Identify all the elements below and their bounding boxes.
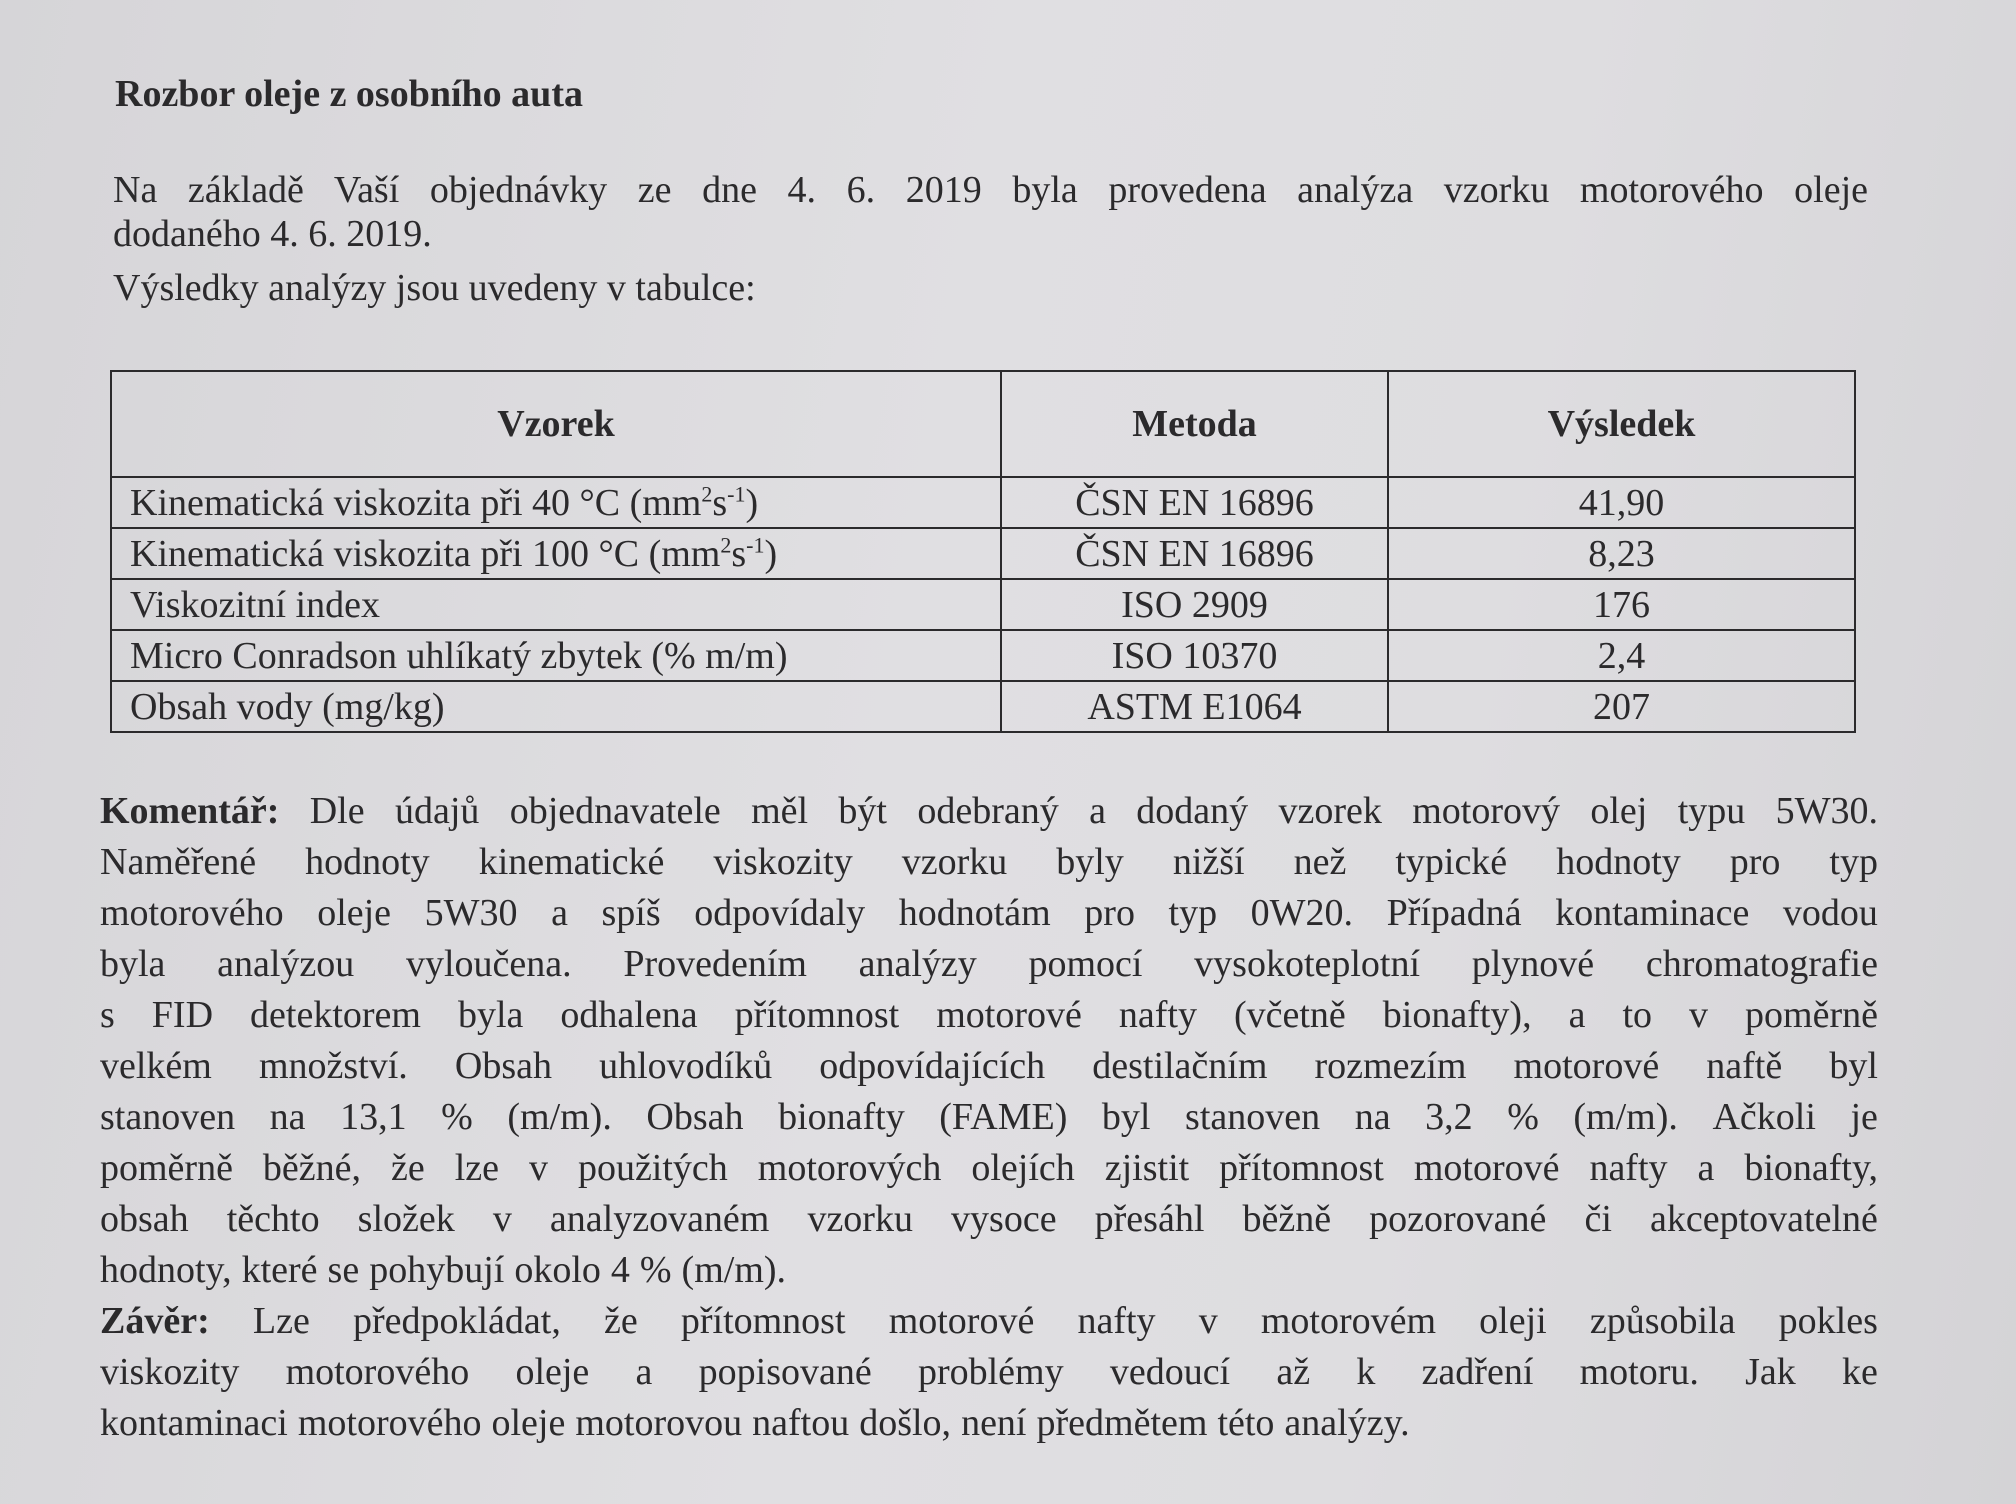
word: vzorku xyxy=(901,841,1008,883)
word: olejích xyxy=(971,1147,1075,1189)
word: 5W30 xyxy=(424,892,518,934)
word: které xyxy=(241,1249,318,1291)
cell-method: ČSN EN 16896 xyxy=(1001,477,1388,528)
word: kontaminace xyxy=(1555,892,1750,934)
conclusion-line xyxy=(100,1398,1878,1449)
word: než xyxy=(1293,841,1347,883)
word: stanoven xyxy=(1185,1096,1321,1138)
table-row xyxy=(111,579,1855,630)
word: Obsah xyxy=(646,1096,744,1138)
word: hodnotám xyxy=(898,892,1051,934)
word: oleje xyxy=(515,1351,590,1393)
cell-result: 207 xyxy=(1388,681,1855,732)
word: odpovídajících xyxy=(819,1045,1046,1087)
word: být xyxy=(838,790,887,832)
word: lze xyxy=(454,1147,499,1189)
conclusion-label: Závěr: xyxy=(100,1300,210,1342)
word: pro xyxy=(1729,841,1781,883)
word: 4 xyxy=(610,1249,630,1291)
comment-line xyxy=(100,1194,1878,1245)
word: se xyxy=(327,1249,360,1291)
table-row xyxy=(111,681,1855,732)
word: 0W20. xyxy=(1250,892,1354,934)
cell-result: 41,90 xyxy=(1388,477,1855,528)
word: poměrně xyxy=(1745,994,1878,1036)
word: v xyxy=(1198,1300,1218,1342)
word: hodnoty xyxy=(1556,841,1681,883)
word: Obsah xyxy=(454,1045,552,1087)
word: měl xyxy=(751,790,809,832)
word: destilačním xyxy=(1092,1045,1268,1087)
intro-line: Na základě Vaší objednávky ze dne 4. 6. 2019 byla provedena analýza vzorku motorového oleje xyxy=(113,169,1868,211)
word: Jak xyxy=(1745,1351,1796,1393)
word: byla xyxy=(457,994,524,1036)
word: Případná xyxy=(1386,892,1522,934)
word: pokles xyxy=(1778,1300,1878,1342)
word: přítomnost xyxy=(734,994,900,1036)
cell-method: ISO 2909 xyxy=(1001,579,1388,630)
word: analýzy. xyxy=(1284,1402,1410,1444)
word: a xyxy=(1697,1147,1715,1189)
word: nafty xyxy=(1118,994,1197,1036)
word: (FAME) xyxy=(939,1096,1068,1138)
header-result: Výsledek xyxy=(1388,371,1855,477)
word: Ačkoli xyxy=(1712,1096,1816,1138)
word: vedoucí xyxy=(1109,1351,1231,1393)
document-title: Rozbor oleje z osobního auta xyxy=(115,73,583,115)
word: Lze xyxy=(252,1300,310,1342)
word: množství. xyxy=(258,1045,408,1087)
word: není xyxy=(961,1402,1027,1444)
word: je xyxy=(1850,1096,1878,1138)
results-table xyxy=(110,370,1856,733)
word: uhlovodíků xyxy=(599,1045,773,1087)
cell-method: ISO 10370 xyxy=(1001,630,1388,681)
word: FID xyxy=(151,994,214,1036)
intro-paragraph xyxy=(113,168,1868,310)
comment-line xyxy=(100,1041,1878,1092)
word: hodnoty xyxy=(305,841,430,883)
word: velkém xyxy=(100,1045,212,1087)
word: problémy xyxy=(917,1351,1064,1393)
word: okolo xyxy=(514,1249,601,1291)
cell-method: ČSN EN 16896 xyxy=(1001,528,1388,579)
word: odhalena xyxy=(560,994,698,1036)
word: předmětem xyxy=(1036,1402,1208,1444)
word: oleje xyxy=(491,1402,566,1444)
word: této xyxy=(1217,1402,1275,1444)
word: typické xyxy=(1395,841,1508,883)
word: analýzou xyxy=(217,943,355,985)
word: spíš xyxy=(601,892,661,934)
word: motorový xyxy=(1412,790,1561,832)
word: naftě xyxy=(1706,1045,1783,1087)
cell-result: 176 xyxy=(1388,579,1855,630)
word: % xyxy=(1507,1096,1539,1138)
word: motorovém xyxy=(1260,1300,1437,1342)
comment-line xyxy=(100,888,1878,939)
word: kinematické xyxy=(478,841,665,883)
word: naftou xyxy=(752,1402,850,1444)
word: údajů xyxy=(394,790,480,832)
word: že xyxy=(603,1300,638,1342)
word: předpokládat, xyxy=(352,1300,561,1342)
word: že xyxy=(391,1147,425,1189)
word: stanoven xyxy=(100,1096,236,1138)
word: pozorované xyxy=(1369,1198,1547,1240)
word: či xyxy=(1584,1198,1612,1240)
word: typ xyxy=(1168,892,1218,934)
word: viskozity xyxy=(713,841,853,883)
word: motorové xyxy=(1413,1147,1560,1189)
word: % xyxy=(441,1096,473,1138)
word: byla xyxy=(100,943,166,985)
table-row xyxy=(111,477,1855,528)
word: viskozity xyxy=(100,1351,240,1393)
conclusion-line xyxy=(100,1296,1878,1347)
word: odebraný xyxy=(917,790,1059,832)
conclusion-line xyxy=(100,1347,1878,1398)
comment-line xyxy=(100,939,1878,990)
cell-method: ASTM E1064 xyxy=(1001,681,1388,732)
word: akceptovatelné xyxy=(1650,1198,1878,1240)
comment-line xyxy=(100,1092,1878,1143)
comment-line xyxy=(100,990,1878,1041)
word: 5W30. xyxy=(1775,790,1878,832)
word: analyzovaném xyxy=(549,1198,770,1240)
intro-line: Výsledky analýzy jsou uvedeny v tabulce: xyxy=(113,267,756,309)
word: vodou xyxy=(1782,892,1878,934)
word: v xyxy=(528,1147,548,1189)
word: složek xyxy=(357,1198,455,1240)
word: popisované xyxy=(698,1351,872,1393)
word: Dle xyxy=(309,790,365,832)
cell-sample: Obsah vody (mg/kg) xyxy=(111,681,1001,732)
intro-line: dodaného 4. 6. 2019. xyxy=(113,213,432,255)
word: použitých xyxy=(577,1147,728,1189)
word: (m/m). xyxy=(507,1096,612,1138)
word: s xyxy=(100,994,115,1036)
word: rozmezím xyxy=(1314,1045,1467,1087)
word: a xyxy=(551,892,568,934)
word: vzorek xyxy=(1278,790,1382,832)
word: ke xyxy=(1842,1351,1878,1393)
word: motorové xyxy=(1513,1045,1660,1087)
word: motorových xyxy=(757,1147,942,1189)
word: přítomnost xyxy=(680,1300,846,1342)
word: motorového xyxy=(285,1351,470,1393)
word: na xyxy=(1354,1096,1391,1138)
word: přítomnost xyxy=(1219,1147,1384,1189)
word: motoru. xyxy=(1579,1351,1699,1393)
word: běžně xyxy=(1242,1198,1332,1240)
word: a xyxy=(635,1351,653,1393)
word: těchto xyxy=(226,1198,320,1240)
word: hodnoty, xyxy=(100,1249,232,1291)
word: pomocí xyxy=(1028,943,1143,985)
header-sample: Vzorek xyxy=(111,371,1001,477)
word: zjistit xyxy=(1104,1147,1190,1189)
comment-line xyxy=(100,786,1878,837)
word: dodaný xyxy=(1136,790,1249,832)
word: typu xyxy=(1677,790,1746,832)
cell-sample: Kinematická viskozita při 100 °C $(mm^2s^{-1})$ xyxy=(111,528,1001,579)
word: motorové xyxy=(888,1300,1035,1342)
word: vysokoteplotní xyxy=(1194,943,1421,985)
word: motorového xyxy=(100,892,284,934)
word: to xyxy=(1622,994,1653,1036)
comment-line xyxy=(100,837,1878,888)
cell-sample: Kinematická viskozita při 40 °C $(mm^2s^{-1})$ xyxy=(111,477,1001,528)
word: typ xyxy=(1829,841,1878,883)
word: došlo, xyxy=(859,1402,952,1444)
word: bionafty, xyxy=(1744,1147,1878,1189)
word: a xyxy=(1089,790,1106,832)
word: poměrně xyxy=(100,1147,233,1189)
word: pohybují xyxy=(369,1249,505,1291)
word: nižší xyxy=(1172,841,1245,883)
word: zadření xyxy=(1421,1351,1534,1393)
word: % xyxy=(639,1249,672,1291)
word: byly xyxy=(1056,841,1124,883)
comment-label: Komentář: xyxy=(100,790,280,832)
word: na xyxy=(269,1096,306,1138)
comment-section xyxy=(100,786,1878,1449)
word: Provedením xyxy=(623,943,807,985)
table-row xyxy=(111,630,1855,681)
table-row xyxy=(111,528,1855,579)
word: odpovídaly xyxy=(694,892,866,934)
word: 3,2 xyxy=(1425,1096,1473,1138)
word: nafty xyxy=(1077,1300,1156,1342)
word: oleji xyxy=(1479,1300,1547,1342)
cell-sample: Micro Conradson uhlíkatý zbytek (% m/m) xyxy=(111,630,1001,681)
word: plynové xyxy=(1471,943,1595,985)
word: až xyxy=(1276,1351,1311,1393)
word: olej xyxy=(1590,790,1648,832)
word: Naměřené xyxy=(100,841,257,883)
word: objednavatele xyxy=(509,790,721,832)
word: pro xyxy=(1084,892,1135,934)
word: a xyxy=(1568,994,1586,1036)
comment-line xyxy=(100,1143,1878,1194)
word: způsobila xyxy=(1589,1300,1736,1342)
header-method: Metoda xyxy=(1001,371,1388,477)
word: běžné, xyxy=(262,1147,362,1189)
word: vyloučena. xyxy=(405,943,572,985)
cell-result: 8,23 xyxy=(1388,528,1855,579)
word: byl xyxy=(1829,1045,1878,1087)
word: chromatografie xyxy=(1645,943,1878,985)
cell-result: 2,4 xyxy=(1388,630,1855,681)
word: 13,1 xyxy=(340,1096,407,1138)
word: bionafty xyxy=(778,1096,905,1138)
word: motorové xyxy=(936,994,1082,1036)
word: vzorku xyxy=(807,1198,913,1240)
word: analýzy xyxy=(858,943,977,985)
word: obsah xyxy=(100,1198,189,1240)
word: bionafty), xyxy=(1382,994,1532,1036)
word: motorového xyxy=(297,1402,482,1444)
word: nafty xyxy=(1589,1147,1668,1189)
word: kontaminaci xyxy=(100,1402,288,1444)
word: byl xyxy=(1101,1096,1151,1138)
comment-line xyxy=(100,1245,1878,1296)
word: (m/m). xyxy=(681,1249,787,1291)
cell-sample: Viskozitní index xyxy=(111,579,1001,630)
word: v xyxy=(1689,994,1709,1036)
word: oleje xyxy=(317,892,392,934)
word: k xyxy=(1356,1351,1376,1393)
table-header-row xyxy=(111,371,1855,477)
word: vysoce xyxy=(951,1198,1057,1240)
word: detektorem xyxy=(250,994,421,1036)
word: (včetně xyxy=(1233,994,1346,1036)
word: motorovou xyxy=(575,1402,743,1444)
word: přesáhl xyxy=(1094,1198,1205,1240)
word: v xyxy=(492,1198,512,1240)
word: (m/m). xyxy=(1573,1096,1678,1138)
